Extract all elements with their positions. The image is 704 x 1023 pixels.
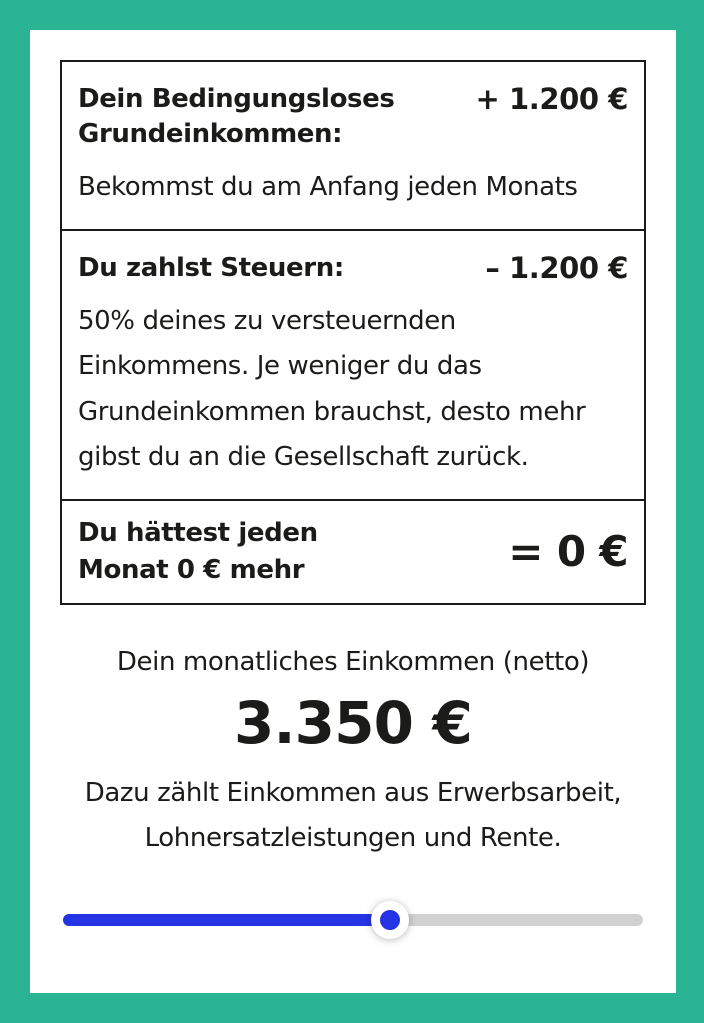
basic-income-description: Bekommst du am Anfang jeden Monats — [78, 172, 578, 203]
income-section — [60, 647, 646, 950]
taxes-title: Du zahlst Steuern: — [78, 252, 344, 283]
income-label: Dein monatliches Einkommen (netto) — [116, 646, 590, 677]
basic-income-title: Dein Bedingungsloses Grundeinkommen: — [78, 84, 395, 150]
result-title: Du hättest jeden Monat 0 € mehr — [78, 517, 318, 585]
result-amount: = 0 € — [508, 527, 628, 577]
income-slider[interactable] — [63, 890, 643, 950]
basic-income-amount: + 1.200 € — [475, 82, 628, 116]
slider-thumb[interactable] — [371, 901, 409, 939]
row-taxes — [62, 231, 644, 501]
row-result — [62, 501, 644, 603]
income-note: Dazu zählt Einkommen aus Erwerbsarbeit, Lohnersatzleistungen und Rente. — [84, 777, 622, 854]
calculation-box — [60, 60, 646, 605]
income-value: 3.350 € — [234, 688, 472, 757]
taxes-amount: – 1.200 € — [485, 250, 628, 285]
taxes-description: 50% deines zu versteuernden Einkommens. Je weniger du das Grundeinkommen brauchst, desto mehr gibst du an die Gesellschaft zurück. — [78, 305, 586, 473]
row-basic-income — [62, 62, 644, 231]
calculator-card — [30, 30, 676, 993]
slider-fill — [63, 914, 390, 926]
